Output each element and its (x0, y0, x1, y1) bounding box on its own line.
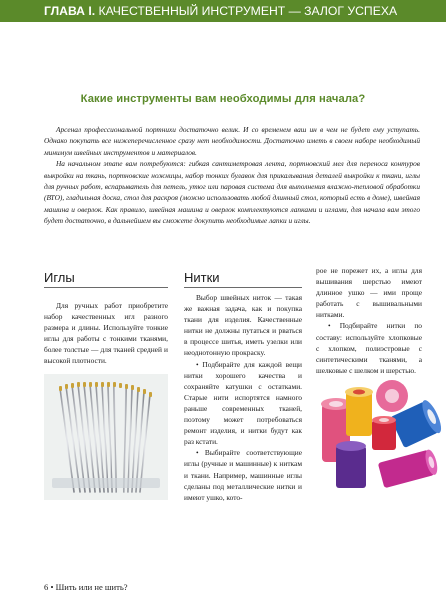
chapter-header (0, 0, 446, 22)
threads-paragraph: • Выбирайте соответствующие иглы (ручные и машинные) к ниткам и ткани. Например, машинные иглы сделаны под металлические нитки и имеют ушко, кото- (184, 448, 302, 502)
threads-heading-rule (184, 287, 302, 288)
threads-paragraph: • Подбирайте нитки по составу: используйте хлопковые с хлопком, полиэстровые с синтетическими тканями, а шелковые с шелком и шерстью. (316, 321, 422, 375)
intro-paragraph: Арсенал профессиональной портнихи достаточно велик. И со временем ваш ин в чем не будет ему уступать. Однако покупать все нижеперечисленное сразу нет необходимости. Достаточно иметь в своем наборе необходимый минимум швейных инструментов и материалов. (44, 125, 420, 157)
needles-heading: Иглы (44, 270, 75, 285)
page-footer (44, 582, 128, 592)
needles-paragraph: Для ручных работ приобретите набор качественных игл разного размера и длины. Используйте тонкие иглы для работы с тонкими тканями, более толстые — для тканей средней и высокой плотности. (44, 301, 168, 366)
threads-paragraph: • Подбирайте для каждой вещи нитки хорошего качества и сохраняйте катушки с остатками. Старые нити испортятся намного раньше современных тканей, поэтому может потребоваться ремонт изделия, и нитки будут как раз кстати. (184, 359, 302, 447)
needles-illustration (44, 374, 168, 500)
thread-spools-image (316, 376, 446, 498)
intro-paragraph: На начальном этапе вам потребуются: гибкая сантиметровая лента, портновский мел для переноса контуров выкройки на ткань, портновские ножницы, набор тонких булавок для прикалывания деталей выкройки к ткани, иглы для ручных работ, вспарыватель для петель, утюг или паровая система для выполнения влажно-тепловой обработки (ВТО), гладильная доска, стол для раскроя (можно использовать любой длинный стол, который есть в доме), швейная машина и оверлок. Как правило, швейная машина и оверлок комплектуются лапками и иглами, для начала вам этого будет достаточно, в дальнейшем вы сможете докупить необходимые лапки и иглы. (44, 159, 420, 226)
intro-text (44, 124, 420, 227)
needles-heading-rule (44, 287, 168, 288)
threads-text-continued (316, 265, 422, 376)
thread-spools-illustration (316, 376, 446, 498)
threads-text (184, 292, 302, 503)
needles-image (44, 374, 168, 500)
chapter-title: КАЧЕСТВЕННЫЙ ИНСТРУМЕНТ — ЗАЛОГ УСПЕХА (95, 4, 398, 18)
section-title: Какие инструменты вам необходимы для начала? (80, 93, 366, 105)
footer-separator: • (50, 582, 54, 592)
threads-heading: Нитки (184, 270, 220, 285)
threads-paragraph: рое не порежет их, а иглы для вышивания шерстью имеют длинное ушко — ими проще работать с вышивальными нитками. (316, 266, 422, 320)
book-title: Шить или не шить? (55, 582, 128, 592)
threads-paragraph: Выбор швейных ниток — такая же важная задача, как и покупка ткани для изделия. Качественные нитки не должны путаться и рваться в процессе шитья, иметь узелки или неоднотонную прокраску. (184, 293, 302, 358)
page-number: 6 (44, 582, 49, 592)
needles-text (44, 300, 168, 367)
chapter-number: ГЛАВА I. (44, 4, 96, 18)
